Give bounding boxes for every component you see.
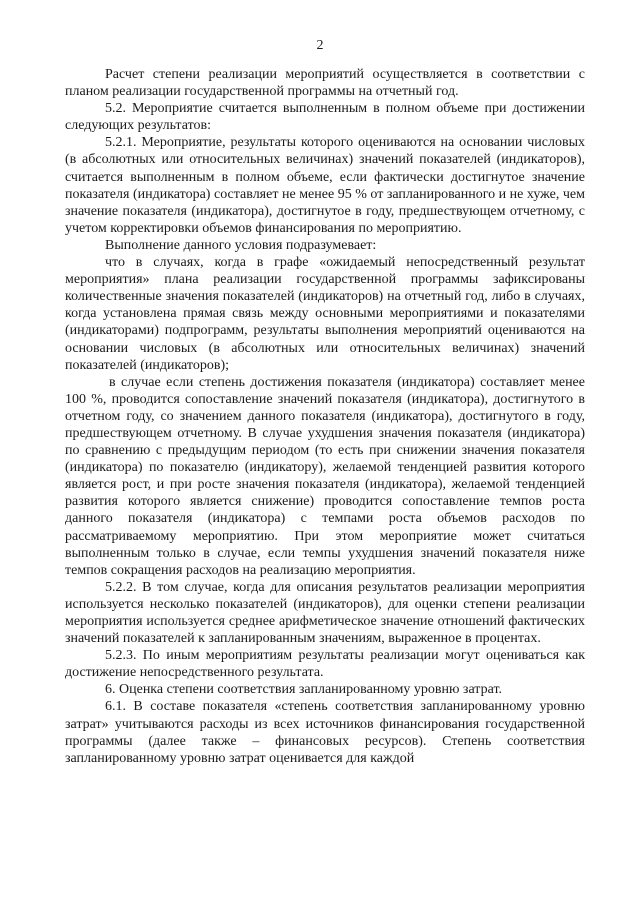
paragraph: что в случаях, когда в графе «ожидаемый непосредственный результат мероприятия» плана реализации государственной программы зафиксированы количественные значения показателей (индикаторов) на отчетный год, либо в случаях, когда установлена прямая связь между основными мероприятиями и показателями (индикаторами) подпрограмм, результаты выполнения мероприятий оцениваются на основании числовых (в абсолютных или относительных величинах) значений показателей (индикаторов); [65,255,585,373]
paragraph: 6.1. В составе показателя «степень соответствия запланированному уровню затрат» учитываются расходы из всех источников финансирования государственной программы (далее также – финансовых ресурсов). Степень соответствия запланированному уровню затрат оценивается для каждой [65,699,585,766]
paragraph: 5.2.1. Мероприятие, результаты которого оцениваются на основании числовых (в абсолютных или относительных величинах) значений показателей (индикаторов), считается выполненным в полном объеме, если фактически достигнутое значение показателя (индикатора) составляет не менее 95 % от запланированного и не хуже, чем значение показателя (индикатора), достигнутое в году, предшествующем отчетному, с учетом корректировки объемов финансирования по мероприятию. [65,135,585,236]
document-body [65,66,585,767]
paragraph: 5.2.2. В том случае, когда для описания результатов реализации мероприятия используется несколько показателей (индикаторов), для оценки степени реализации мероприятия используется среднее арифметическое значение отношений фактических значений показателей к запланированным значениям, выраженное в процентах. [65,579,585,647]
paragraph: Расчет степени реализации мероприятий осуществляется в соответствии с планом реализации государственной программы на отчетный год. [65,67,585,100]
paragraph: Выполнение данного условия подразумевает: [105,237,377,253]
page-number: 2 [316,38,324,53]
paragraph: 6. Оценка степени соответствия запланированному уровню затрат. [105,682,503,698]
paragraph: 5.2.3. По иным мероприятиям результаты реализации могут оцениваться как достижение непосредственного результата. [65,648,585,681]
paragraph: 5.2. Мероприятие считается выполненным в полном объеме при достижении следующих результатов: [65,101,585,134]
paragraph: в случае если степень достижения показателя (индикатора) составляет менее 100 %, проводится сопоставление значений показателя (индикатора), достигнутого в отчетном году, со значением данного показателя (индикатора), достигнутого в году, предшествующем отчетному. В случае ухудшения значения показателя (индикатора) по сравнению с предыдущим периодом (то есть при снижении значения показателя (индикатора) по показателю (индикатору), желаемой тенденцией развития которого является рост, и при росте значения показателя (индикатора), желаемой тенденцией развития которого является снижение) проводится сопоставление темпов роста данного показателя (индикатора) с темпами роста объемов расходов по рассматриваемому мероприятию. При этом мероприятие может считаться выполненным только в случае, если темпы ухудшения значений показателя ниже темпов сокращения расходов на реализацию мероприятия. [65,374,585,578]
